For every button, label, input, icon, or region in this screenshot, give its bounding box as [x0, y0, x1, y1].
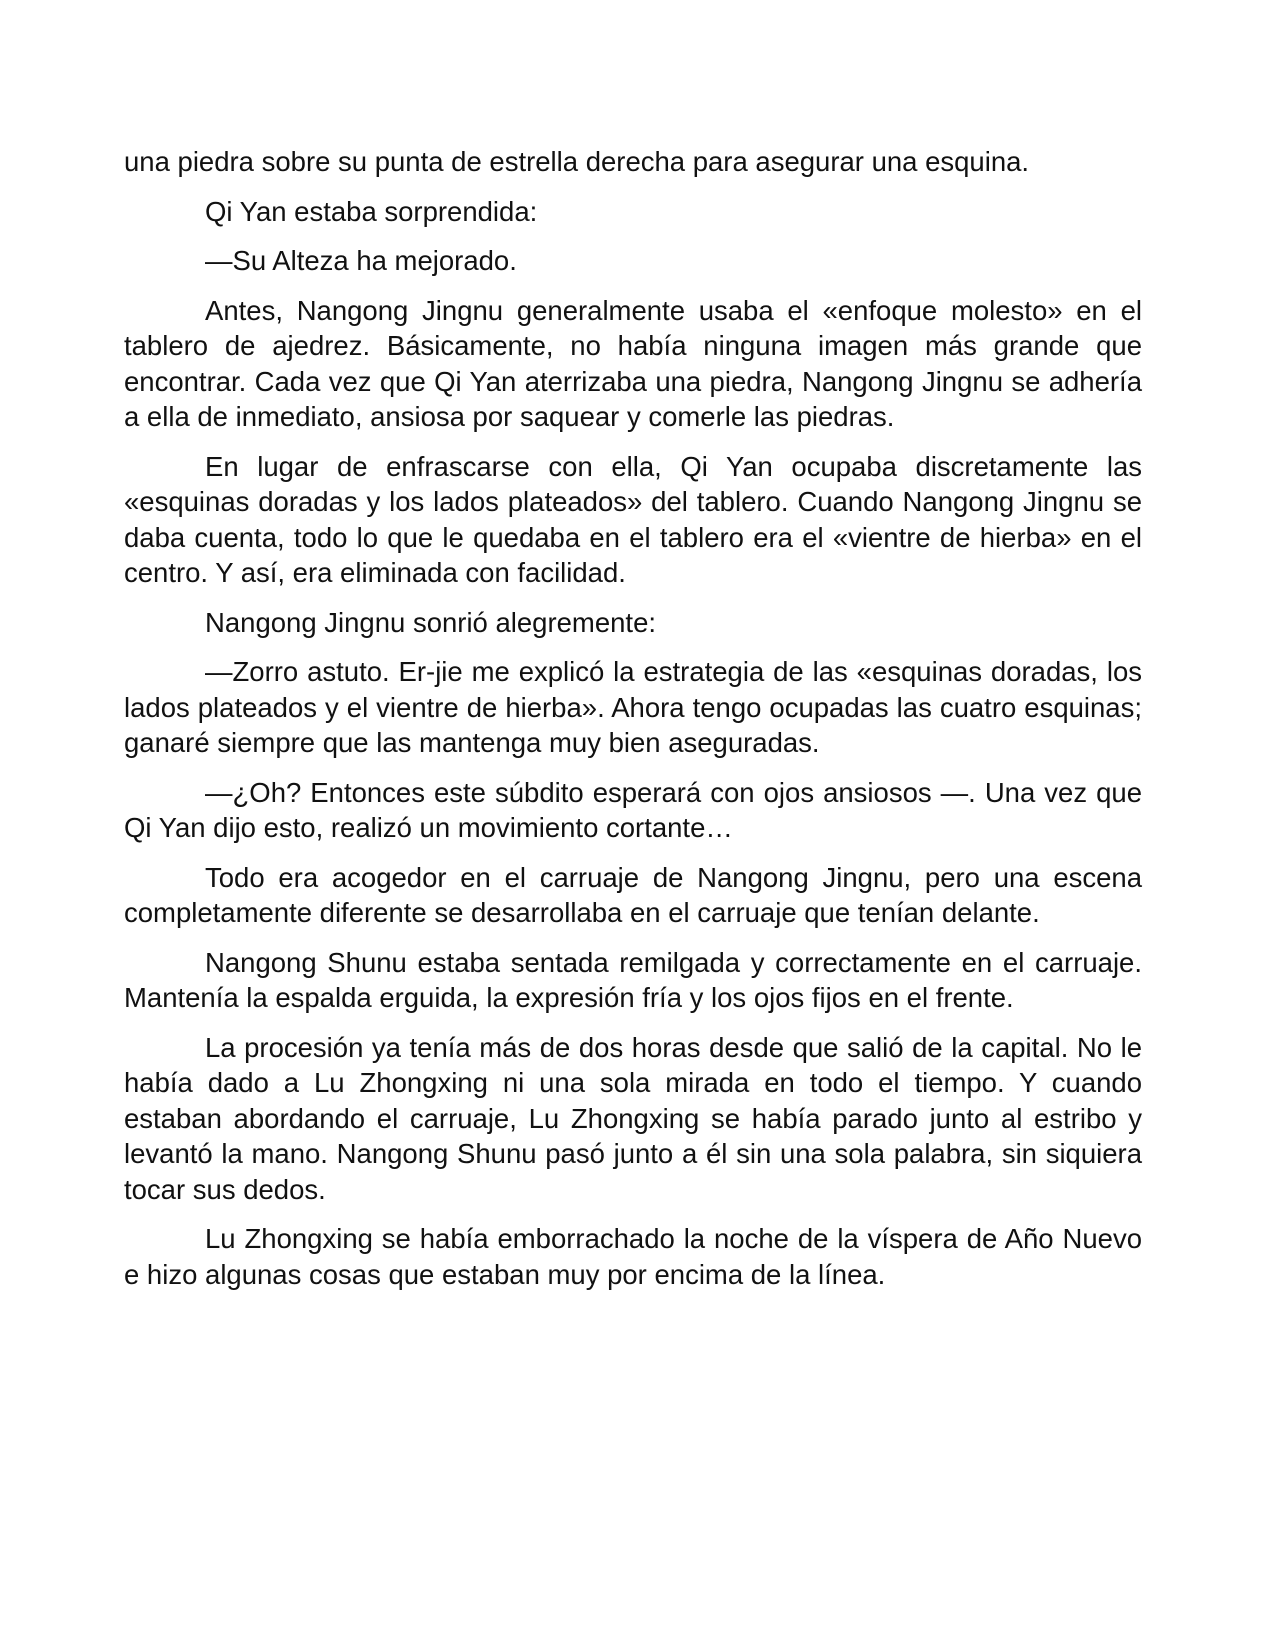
- paragraph-continuation: una piedra sobre su punta de estrella derecha para asegurar una esquina.: [124, 146, 1030, 177]
- paragraph: Qi Yan estaba sorprendida:: [205, 195, 538, 227]
- paragraph-dialogue: —Su Alteza ha mejorado.: [205, 245, 517, 276]
- paragraph: Todo era acogedor en el carruaje de Nangong Jingnu, pero una escena completamente diferente se desarrollaba en el carruaje que tenían delante.: [124, 861, 1142, 928]
- paragraph: La procesión ya tenía más de dos horas desde que salió de la capital. No le había dado a Lu Zhongxing ni una sola mirada en todo el tiempo. Y cuando estaban abordando el carruaje, Lu Zhongxing se había parado junto al estribo y levantó la mano. Nangong Shunu pasó junto a él sin una sola palabra, sin siquiera tocar sus dedos.: [124, 1031, 1142, 1205]
- paragraph: Lu Zhongxing se había emborrachado la noche de la víspera de Año Nuevo e hizo algunas cosas que estaban muy por encima de la línea.: [124, 1223, 1142, 1290]
- paragraph: Nangong Jingnu sonrió alegremente:: [205, 606, 656, 638]
- paragraph-dialogue: —¿Oh? Entonces este súbdito esperará con ojos ansiosos —. Una vez que Qi Yan dijo esto, realizó un movimiento cortante…: [124, 776, 1142, 843]
- paragraph: Nangong Shunu estaba sentada remilgada y correctamente en el carruaje. Mantenía la espalda erguida, la expresión fría y los ojos fijos en el frente.: [124, 946, 1142, 1013]
- paragraph: Antes, Nangong Jingnu generalmente usaba el «enfoque molesto» en el tablero de ajedrez. Básicamente, no había ninguna imagen más grande que encontrar. Cada vez que Qi Yan aterrizaba una piedra, Nangong Jingnu se adhería a ella de inmediato, ansiosa por saquear y comerle las piedras.: [124, 294, 1142, 432]
- paragraph-dialogue: —Zorro astuto. Er-jie me explicó la estrategia de las «esquinas doradas, los lados plateados y el vientre de hierba». Ahora tengo ocupadas las cuatro esquinas; ganaré siempre que las mantenga muy bien aseguradas.: [124, 656, 1142, 758]
- document-body: [124, 144, 1142, 1306]
- paragraph: En lugar de enfrascarse con ella, Qi Yan ocupaba discretamente las «esquinas doradas y los lados plateados» del tablero. Cuando Nangong Jingnu se daba cuenta, todo lo que le quedaba en el tablero era el «vientre de hierba» en el centro. Y así, era eliminada con facilidad.: [124, 450, 1142, 588]
